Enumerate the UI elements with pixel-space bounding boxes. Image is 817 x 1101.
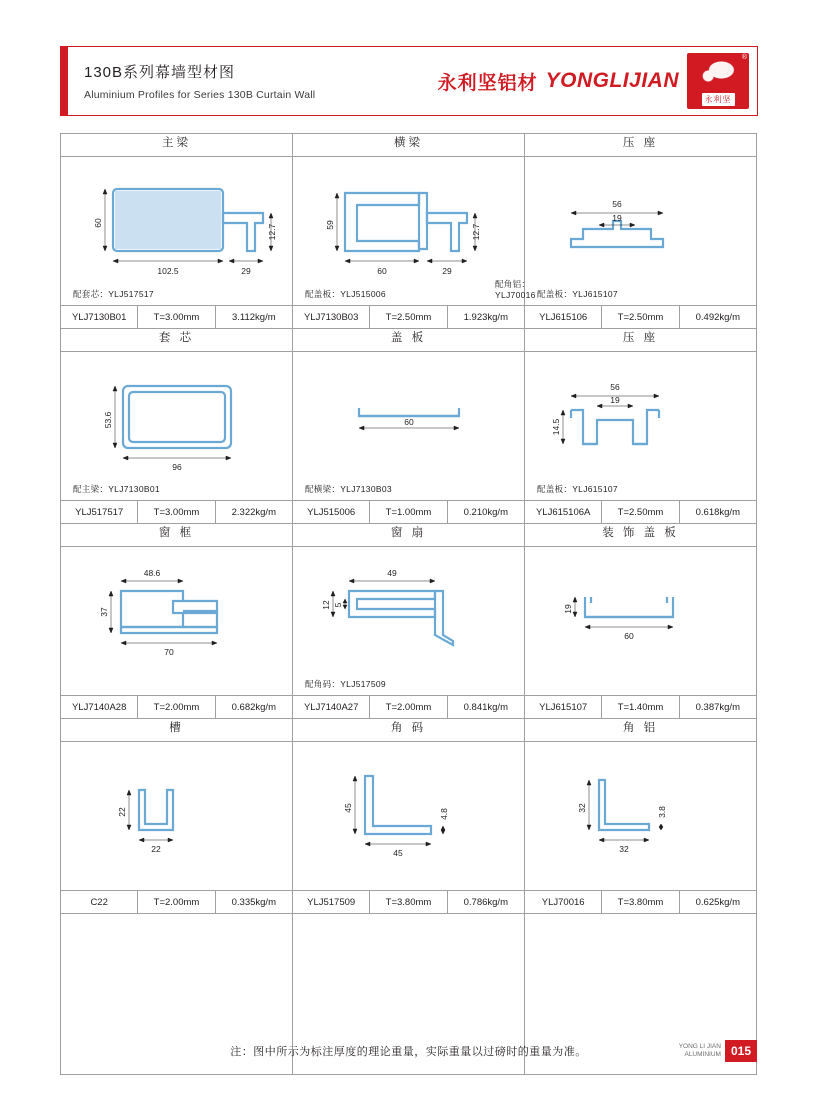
category-header: 主梁 <box>61 134 293 157</box>
profile-drawing-window-sash <box>293 547 524 695</box>
dim-label: 102.5 <box>157 266 179 276</box>
profile-weight: 0.492kg/m <box>679 306 756 328</box>
dim-label: 14.5 <box>551 418 561 436</box>
profile-thickness: T=2.50mm <box>601 306 678 328</box>
dim-label: 29 <box>442 266 452 276</box>
registered-mark: ® <box>741 54 747 61</box>
profile-weight: 3.112kg/m <box>215 306 292 328</box>
figure-cell <box>61 352 293 501</box>
spec-cell <box>293 891 525 914</box>
profile-code: YLJ7140A28 <box>71 701 127 713</box>
profile-drawing-window-frame <box>61 547 292 695</box>
profile-code: YLJ7130B01 <box>71 311 127 323</box>
dim-label: 19 <box>563 604 573 614</box>
badge-line2: ALUMINIUM <box>684 1051 721 1058</box>
profile-code: YLJ7130B03 <box>303 311 359 323</box>
figure-note: 配盖板：YLJ515006 <box>305 289 386 299</box>
dim-label: 3.8 <box>657 806 667 818</box>
category-header: 角 码 <box>293 719 525 742</box>
dim-label: 59 <box>325 220 335 230</box>
profile-drawing-cover-plate <box>293 352 524 500</box>
table-row <box>61 329 757 352</box>
table-row <box>61 891 757 914</box>
figure-cell <box>525 742 757 891</box>
profile-thickness: T=1.00mm <box>369 501 446 523</box>
profile-drawing-channel <box>61 742 292 890</box>
profile-drawing-corner-bracket <box>293 742 524 890</box>
spec-cell <box>61 891 293 914</box>
spec-cell <box>293 696 525 719</box>
category-header: 窗 框 <box>61 524 293 547</box>
table-row <box>61 719 757 742</box>
profile-thickness: T=2.50mm <box>601 501 678 523</box>
table-row <box>61 352 757 501</box>
profile-drawing-angle-aluminium <box>525 742 756 890</box>
profile-thickness: T=1.40mm <box>601 696 678 718</box>
profile-code: YLJ70016 <box>541 896 585 908</box>
dim-label: 96 <box>172 462 182 472</box>
profile-drawing-cross-beam <box>293 157 524 305</box>
figure-cell <box>61 547 293 696</box>
header-titles <box>68 47 315 115</box>
profile-thickness: T=3.00mm <box>137 306 214 328</box>
dim-label: 12.7 <box>471 223 481 241</box>
figure-cell <box>293 547 525 696</box>
dim-label: 19 <box>612 213 622 223</box>
brand-block <box>438 47 757 115</box>
profile-thickness: T=2.00mm <box>137 696 214 718</box>
badge-brand-text <box>679 1040 725 1062</box>
dim-label: 19 <box>610 395 620 405</box>
profile-weight: 1.923kg/m <box>447 306 524 328</box>
figure-note: 配角码：YLJ517509 <box>305 679 386 689</box>
page-badge <box>679 1040 757 1062</box>
profile-code: YLJ615107 <box>539 701 588 713</box>
profile-code: YLJ615106 <box>539 311 588 323</box>
dim-label: 12 <box>321 600 331 610</box>
dim-label: 60 <box>624 631 634 641</box>
profile-weight: 0.618kg/m <box>679 501 756 523</box>
spec-cell <box>525 891 757 914</box>
profile-weight: 0.682kg/m <box>215 696 292 718</box>
logo-swirl-icon <box>695 58 739 88</box>
spec-cell <box>525 501 757 524</box>
dim-label: 56 <box>610 382 620 392</box>
dim-label: 4.8 <box>439 808 449 820</box>
figure-cell <box>525 547 757 696</box>
figure-note: 配横梁：YLJ7130B03 <box>305 484 392 494</box>
category-header: 窗 扇 <box>293 524 525 547</box>
dim-label: 5 <box>333 602 343 608</box>
figure-note: 配盖板：YLJ615107 <box>537 289 618 299</box>
dim-label: 12.7 <box>267 223 277 241</box>
spec-cell <box>61 306 293 329</box>
profile-code: YLJ517517 <box>75 506 124 518</box>
profile-drawing-main-beam <box>61 157 292 305</box>
table-row <box>61 742 757 891</box>
category-header: 盖 板 <box>293 329 525 352</box>
figure-cell <box>293 157 536 306</box>
profile-thickness: T=2.00mm <box>369 696 446 718</box>
spec-cell <box>293 306 525 329</box>
category-header: 横梁 <box>293 134 525 157</box>
profiles-table <box>60 133 757 1075</box>
profile-drawing-pressure-seat-a <box>525 352 756 500</box>
spec-cell <box>61 501 293 524</box>
spec-cell <box>61 696 293 719</box>
spec-cell <box>525 306 757 329</box>
logo-label: 永利坚 <box>702 93 735 106</box>
category-header: 角 铝 <box>525 719 757 742</box>
figure-note: 配角铝：YLJ70016 <box>495 279 536 300</box>
dim-label: 22 <box>151 844 161 854</box>
dim-label: 45 <box>393 848 403 858</box>
page-header <box>60 46 758 116</box>
category-header: 套 芯 <box>61 329 293 352</box>
table-row <box>61 134 757 157</box>
spec-cell <box>293 501 525 524</box>
profile-thickness: T=3.80mm <box>369 891 446 913</box>
profile-thickness: T=2.00mm <box>137 891 214 913</box>
profile-thickness: T=3.00mm <box>137 501 214 523</box>
badge-line1: YONG LI JIAN <box>678 1043 721 1050</box>
figure-note: 配主梁：YLJ7130B01 <box>73 484 160 494</box>
figure-note: 配套芯：YLJ517517 <box>73 289 154 299</box>
figure-cell <box>61 742 293 891</box>
figure-cell <box>525 157 757 306</box>
profile-weight: 0.210kg/m <box>447 501 524 523</box>
category-header: 压 座 <box>525 134 757 157</box>
profile-code: YLJ515006 <box>307 506 356 518</box>
brand-name-en: YONGLIJIAN <box>545 69 679 92</box>
category-header: 装 饰 盖 板 <box>525 524 757 547</box>
table-row <box>61 501 757 524</box>
profile-weight: 2.322kg/m <box>215 501 292 523</box>
profile-weight: 0.387kg/m <box>679 696 756 718</box>
profile-thickness: T=3.80mm <box>601 891 678 913</box>
dim-label: 56 <box>612 199 622 209</box>
table-row <box>61 547 757 696</box>
dim-label: 60 <box>377 266 387 276</box>
profile-code: YLJ615106A <box>535 506 591 518</box>
figure-cell <box>293 742 525 891</box>
dim-label: 48.6 <box>143 568 161 578</box>
brand-logo-icon <box>687 53 749 109</box>
profile-drawing-pressure-seat <box>525 157 756 305</box>
dim-label: 22 <box>117 807 127 817</box>
profile-drawing-core-sleeve <box>61 352 292 500</box>
page-number: 015 <box>725 1040 757 1062</box>
dim-label: 70 <box>164 647 174 657</box>
spec-cell <box>525 696 757 719</box>
brand-name-cn: 永利坚铝材 <box>437 72 538 94</box>
profile-weight: 0.841kg/m <box>447 696 524 718</box>
figure-note: 配盖板：YLJ615107 <box>537 484 618 494</box>
page-subtitle: Aluminium Profiles for Series 130B Curtain Wall <box>84 89 316 101</box>
dim-label: 37 <box>99 607 109 617</box>
dim-label: 53.6 <box>103 411 113 429</box>
table-row <box>61 157 757 306</box>
profile-thickness: T=2.50mm <box>369 306 446 328</box>
header-accent-bar <box>61 47 68 115</box>
profile-weight: 0.786kg/m <box>447 891 524 913</box>
figure-cell <box>61 157 293 306</box>
profile-code: YLJ7140A27 <box>303 701 359 713</box>
profile-drawing-decor-cover <box>525 547 756 695</box>
dim-label: 32 <box>619 844 629 854</box>
table-row <box>61 696 757 719</box>
profile-code: YLJ517509 <box>307 896 356 908</box>
dim-label: 32 <box>577 803 587 813</box>
table-row <box>61 306 757 329</box>
dim-label: 45 <box>343 803 353 813</box>
dim-label: 29 <box>241 266 251 276</box>
category-header: 槽 <box>61 719 293 742</box>
footer-note: 注：图中所示为标注厚度的理论重量，实际重量以过磅时的重量为准。 <box>230 1046 587 1058</box>
profile-weight: 0.625kg/m <box>679 891 756 913</box>
table-row <box>61 524 757 547</box>
dim-label: 49 <box>387 568 397 578</box>
category-header: 压 座 <box>525 329 757 352</box>
page-title: 130B系列幕墙型材图 <box>84 64 236 81</box>
dim-label: 60 <box>93 218 103 228</box>
profile-code: C22 <box>90 896 108 908</box>
figure-cell <box>293 352 525 501</box>
figure-cell <box>525 352 757 501</box>
dim-label: 60 <box>404 417 414 427</box>
profile-weight: 0.335kg/m <box>215 891 292 913</box>
